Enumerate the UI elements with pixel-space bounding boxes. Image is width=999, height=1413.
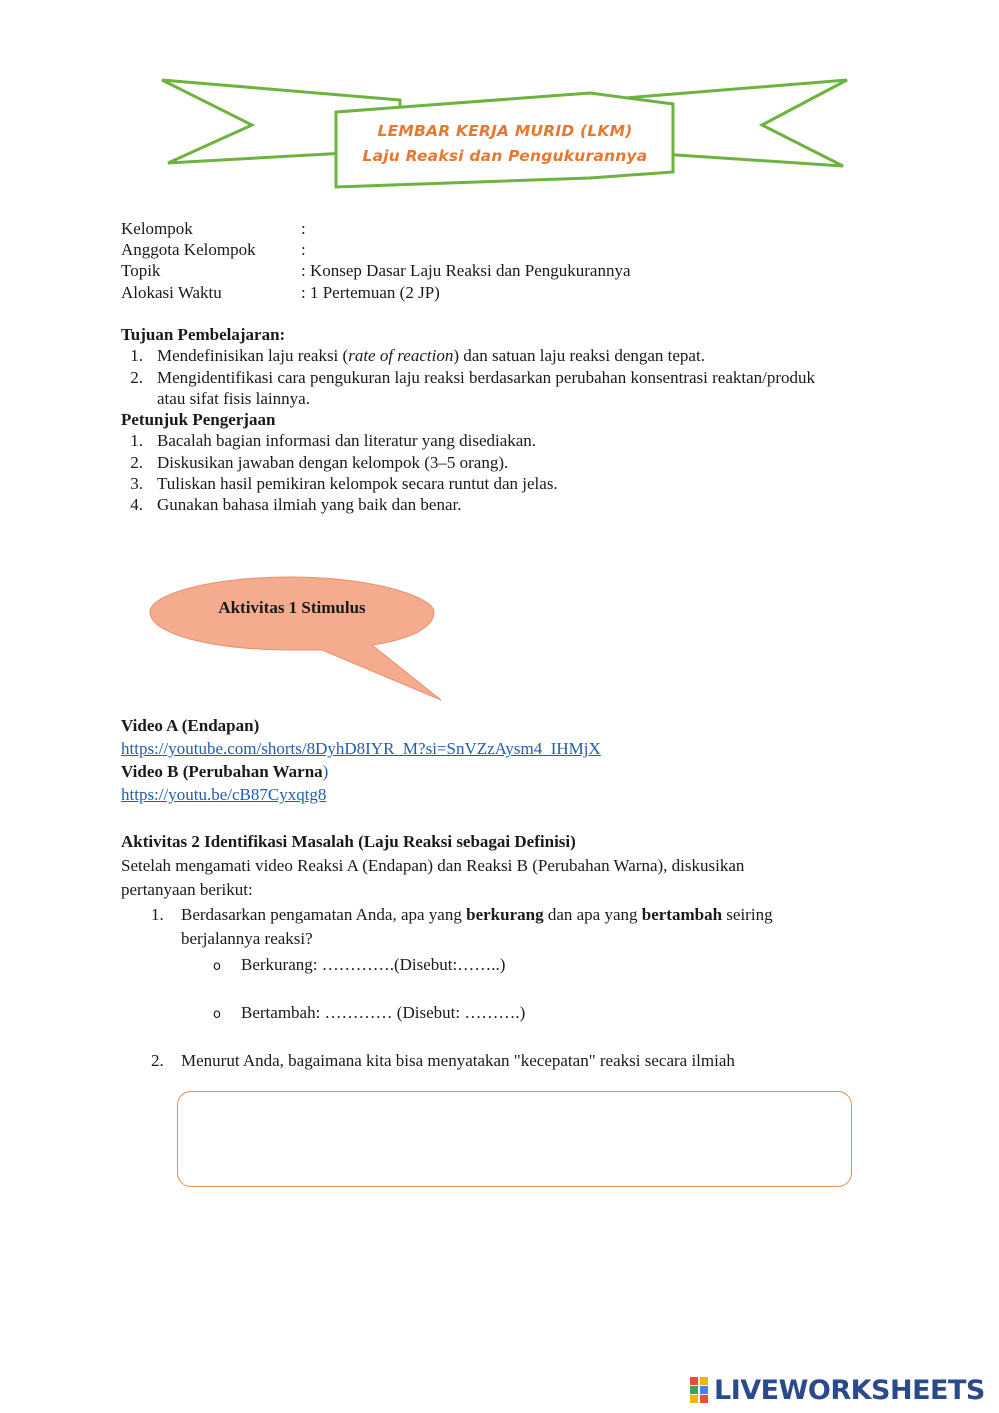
list-number: 3. (130, 474, 143, 493)
answer-line-bertambah (213, 1001, 525, 1027)
meta-label: Anggota Kelompok (121, 240, 256, 259)
list-number: 2. (130, 453, 143, 472)
video-a-link[interactable]: https://youtube.com/shorts/8DyhD8IYR_M?si=SnVZzAysm4_IHMjX (121, 739, 601, 758)
video-b-heading (121, 761, 328, 782)
meta-label: Alokasi Waktu (121, 283, 222, 302)
answer-line-text: Berkurang: ………….(Disebut:……..) (241, 955, 506, 974)
list-number: 4. (130, 495, 143, 514)
bullet-icon: o (213, 1007, 221, 1022)
question-1 (151, 903, 773, 927)
question-text: Berdasarkan pengamatan Anda, apa yang (181, 905, 467, 924)
aktivitas2-heading: Aktivitas 2 Identifikasi Masalah (Laju Reaksi sebagai Definisi) (121, 832, 576, 851)
petunjuk-item-text: Bacalah bagian informasi dan literatur yang disediakan. (157, 431, 537, 450)
banner-title: LEMBAR KERJA MURID (LKM) (377, 122, 633, 140)
bullet-icon: o (213, 959, 221, 974)
answer-line-berkurang (213, 953, 505, 979)
question-bold: bertambah (641, 905, 723, 924)
petunjuk-heading: Petunjuk Pengerjaan (121, 410, 276, 429)
video-b-link[interactable]: https://youtu.be/cB87Cyxqtg8 (121, 785, 327, 804)
logo-icon (690, 1377, 710, 1403)
question-text: Menurut Anda, bagaimana kita bisa menyatakan "kecepatan" reaksi secara ilmiah (181, 1051, 735, 1070)
question-text: dan apa yang (543, 905, 642, 924)
question-2 (151, 1049, 735, 1073)
tujuan-item-italic: rate of reaction (348, 346, 454, 365)
answer-input-box[interactable] (177, 1091, 852, 1187)
meta-value: : (301, 219, 306, 238)
meta-label: Kelompok (121, 219, 193, 238)
bubble-label: Aktivitas 1 Stimulus (218, 598, 366, 617)
question-1-cont: berjalannya reaksi? (181, 929, 313, 948)
bubble-shape (150, 577, 441, 700)
logo-text: LIVEWORKSHEETS (714, 1374, 985, 1406)
tujuan-item-text: Mengidentifikasi cara pengukuran laju reaksi berdasarkan perubahan konsentrasi reaktan/produk (157, 368, 816, 387)
list-number: 1. (151, 905, 164, 924)
banner-subtitle: Laju Reaksi dan Pengukurannya (362, 147, 648, 165)
petunjuk-item-text: Tuliskan hasil pemikiran kelompok secara runtut dan jelas. (157, 474, 558, 493)
video-b-paren: ) (322, 762, 329, 781)
tujuan-item-text: Mendefinisikan laju reaksi ( (157, 346, 349, 365)
question-bold: berkurang (466, 905, 544, 924)
petunjuk-item-text: Diskusikan jawaban dengan kelompok (3–5 orang). (157, 453, 509, 472)
video-b-label: Video B (Perubahan Warna (121, 762, 323, 781)
meta-value: : Konsep Dasar Laju Reaksi dan Pengukurannya (301, 261, 631, 280)
aktivitas2-intro-line2: pertanyaan berikut: (121, 880, 253, 899)
aktivitas2-intro-line1: Setelah mengamati video Reaksi A (Endapan) dan Reaksi B (Perubahan Warna), diskusikan (121, 856, 745, 875)
answer-line-text: Bertambah: ………… (Disebut: ……….) (241, 1003, 526, 1022)
video-a-label: Video A (Endapan) (121, 716, 260, 735)
petunjuk-item-text: Gunakan bahasa ilmiah yang baik dan benar. (157, 495, 462, 514)
tujuan-item-2-cont: atau sifat fisis lainnya. (157, 389, 310, 408)
list-number: 1. (130, 431, 143, 450)
meta-value: : 1 Pertemuan (2 JP) (301, 283, 440, 302)
tujuan-item-text: ) dan satuan laju reaksi dengan tepat. (453, 346, 705, 365)
tujuan-heading: Tujuan Pembelajaran: (121, 325, 286, 344)
meta-label: Topik (121, 261, 161, 280)
list-number: 2. (130, 368, 143, 387)
liveworksheets-logo (690, 1372, 985, 1408)
list-number: 2. (151, 1051, 164, 1070)
list-number: 1. (130, 346, 143, 365)
question-text: seiring (722, 905, 773, 924)
meta-value: : (301, 240, 306, 259)
